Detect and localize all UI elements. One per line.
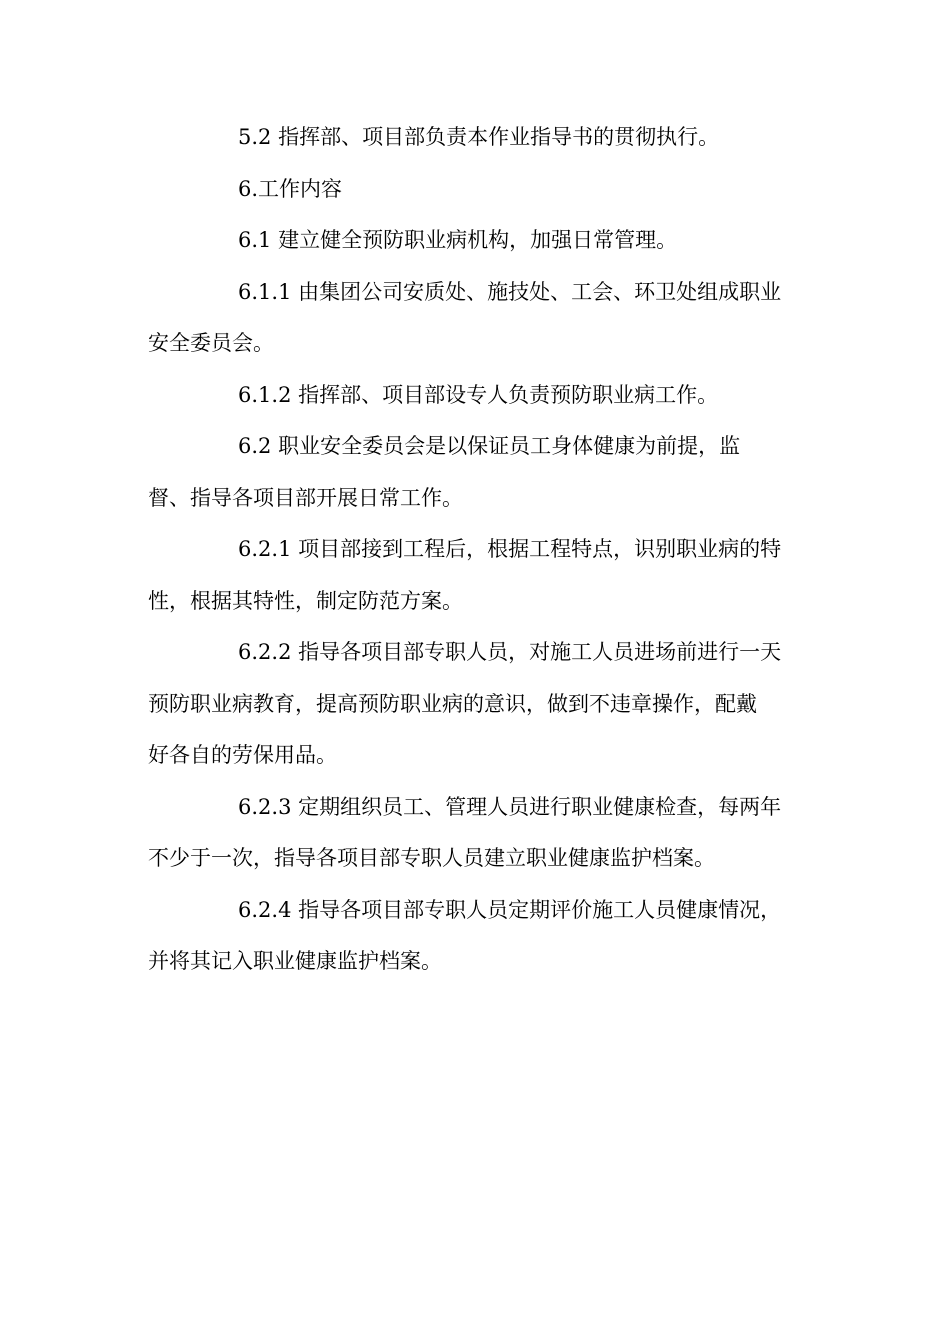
paragraph-line: 督、指导各项目部开展日常工作。 [148,485,463,510]
paragraph-line: 6.2.4 指导各项目部专职人员定期评价施工人员健康情况， [238,897,782,922]
paragraph-line: 6.1.2 指挥部、项目部设专人负责预防职业病工作。 [238,382,719,407]
document-body [148,112,804,988]
paragraph-line: 6.2.3 定期组织员工、管理人员进行职业健康检查，每两年 [238,794,782,819]
paragraph-line: 6.2.2 指导各项目部专职人员，对施工人员进场前进行一天 [238,640,782,664]
paragraph-line: 6.2 职业安全委员会是以保证员工身体健康为前提，监 [238,434,741,458]
paragraph-6-1-2 [148,370,804,422]
paragraph-6-2-3 [148,782,804,885]
paragraph-line: 并将其记入职业健康监护档案。 [148,949,442,973]
paragraph-line: 安全委员会。 [148,331,274,355]
paragraph-line: 预防职业病教育，提高预防职业病的意识，做到不违章操作，配戴 [148,691,757,716]
paragraph-line: 6.1.1 由集团公司安质处、施技处、工会、环卫处组成职业 [238,279,782,304]
paragraph-line: 不少于一次，指导各项目部专职人员建立职业健康监护档案。 [148,846,715,870]
paragraph-6-1-1 [148,267,804,370]
paragraph-6-2-2 [148,627,804,782]
paragraph-6-2-1 [148,524,804,627]
paragraph-line: 6.2.1 项目部接到工程后，根据工程特点，识别职业病的特 [238,537,782,561]
paragraph-line: 性，根据其特性，制定防范方案。 [148,588,463,613]
paragraph-line: 6.1 建立健全预防职业病机构，加强日常管理。 [238,228,678,252]
section-heading-6 [148,164,804,216]
paragraph-5-2 [148,112,804,164]
paragraph-line: 6.工作内容 [238,176,343,201]
paragraph-6-2 [148,421,804,524]
paragraph-6-2-4 [148,885,804,988]
paragraph-line: 5.2 指挥部、项目部负责本作业指导书的贯彻执行。 [238,125,720,149]
paragraph-line: 好各自的劳保用品。 [148,743,337,767]
paragraph-6-1 [148,215,804,267]
